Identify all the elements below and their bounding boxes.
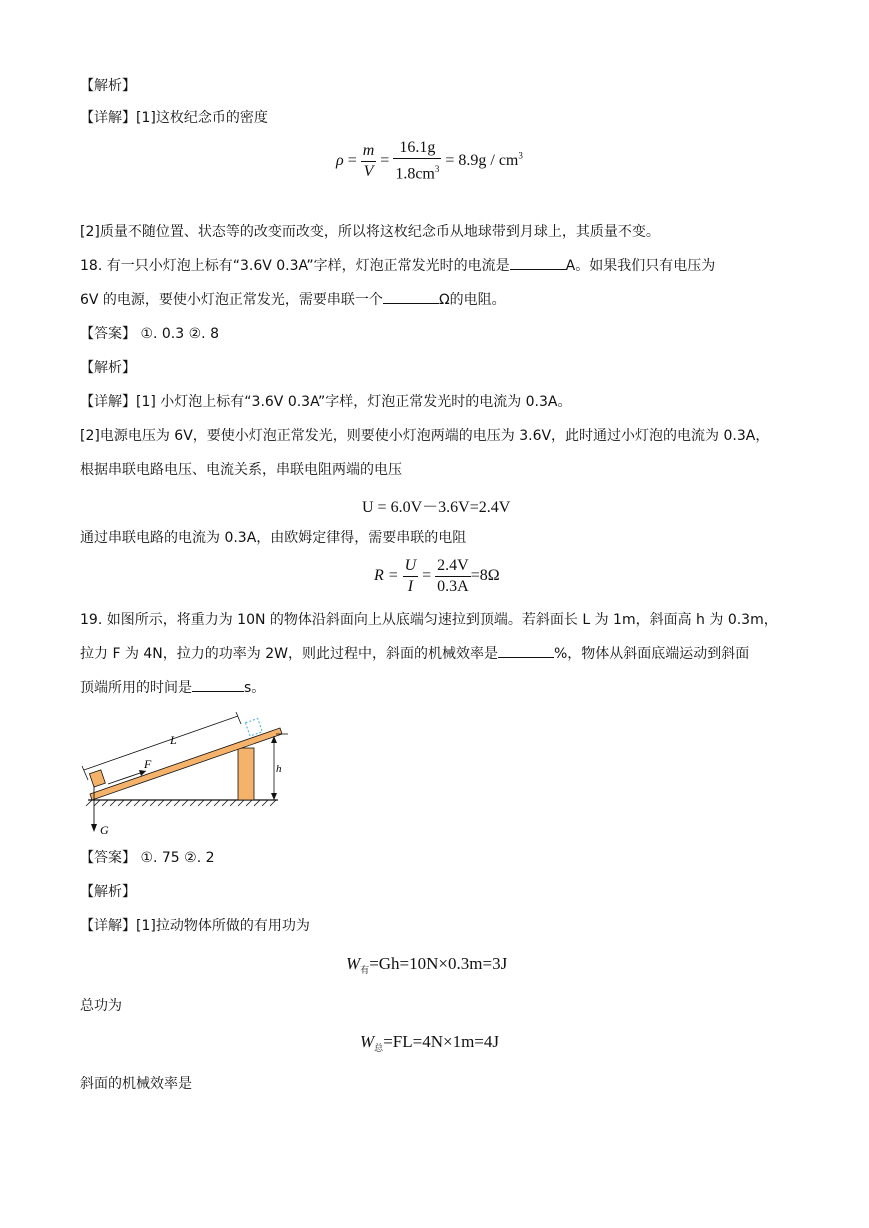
q19-text-b2: %，物体从斜面底端运动到斜面 — [553, 646, 750, 662]
w-sub-zong: 总 — [374, 1044, 384, 1054]
density-formula: ρ = $\frac{m}{V}$ = $\frac{16.1g}{1.8cm^3}$ = $8.9g / cm^3$ — [336, 139, 523, 183]
detail-18-2b: 根据串联电路电压、电流关系，串联电阻两端的电压 — [80, 462, 402, 478]
density-result: = 8.9g / cm — [445, 151, 519, 169]
incline-figure — [80, 704, 290, 840]
question-18-line2 — [80, 290, 506, 310]
block-top-dashed — [245, 719, 262, 736]
exp-3: 3 — [434, 164, 440, 174]
m-var: m — [362, 141, 375, 159]
jiexi-heading-2: 【解析】 — [80, 360, 136, 376]
jiexi-heading-3: 【解析】 — [80, 884, 136, 900]
total-work-label: 总功为 — [80, 998, 122, 1014]
i-var: I — [407, 578, 414, 595]
detail-17-2: [2]质量不随位置、状态等的改变而改变，所以将这枚纪念币从地球带到月球上，其质量不变。 — [80, 224, 660, 240]
detail-18-3: 通过串联电路的电流为 0.3A，由欧姆定律得，需要串联的电阻 — [80, 530, 467, 546]
q19-text-c2: s。 — [244, 680, 266, 696]
denominator-current: 0.3A — [437, 578, 469, 595]
detail-17-1: 【详解】[1]这枚纪念币的密度 — [80, 110, 268, 126]
numerator-voltage: 2.4V — [435, 556, 471, 577]
question-19-line3 — [80, 678, 265, 698]
fraction-u-i — [403, 556, 419, 597]
numerator-mass: 16.1g — [393, 138, 441, 159]
label-L: L — [170, 733, 177, 747]
r-var: R = — [374, 567, 399, 585]
v-var: V — [363, 162, 374, 180]
q18-text-a: 18. 有一只小灯泡上标有“3.6V 0.3A”字样，灯泡正常发光时的电流是 — [80, 258, 510, 274]
answer-18: 【答案】 ①. 0.3 ②. 8 — [80, 326, 219, 342]
w-sub-you: 有 — [360, 966, 370, 976]
rho-symbol: ρ — [336, 151, 344, 169]
q18-text-c: 6V 的电源，要使小灯泡正常发光，需要串联一个 — [80, 292, 383, 308]
detail-19-1: 【详解】[1]拉动物体所做的有用功为 — [80, 918, 310, 934]
w-var-1: W — [346, 954, 361, 973]
q18-text-d: Ω的电阻。 — [438, 292, 506, 308]
answer-blank-1 — [510, 257, 566, 270]
answer-blank-4 — [192, 679, 244, 692]
question-19-line2 — [80, 644, 749, 664]
answer-19: 【答案】 ①. 75 ②. 2 — [80, 850, 215, 866]
detail-18-1: 【详解】[1] 小灯泡上标有“3.6V 0.3A”字样，灯泡正常发光时的电流为 0.3A。 — [80, 394, 572, 410]
ground-hatching — [86, 800, 276, 806]
block-bottom — [89, 770, 105, 787]
detail-18-2a: [2]电源电压为 6V，要使小灯泡正常发光，则要使小灯泡两端的电压为 3.6V，此时通过小灯泡的电流为 0.3A， — [80, 428, 770, 444]
fraction-values — [393, 138, 441, 184]
length-dimension-line — [84, 716, 238, 770]
resistance-formula: R = $\frac{U}{I}$ = $\frac{2.4V}{0.3A}$ =8Ω — [374, 557, 500, 595]
u-var: U — [404, 557, 417, 574]
voltage-formula: U = 6.0V－3.6V=2.4V — [362, 499, 511, 516]
answer-blank-2 — [383, 291, 439, 304]
support-post — [238, 748, 254, 800]
q19-text-c1: 顶端所用的时间是 — [80, 680, 192, 696]
label-G: G — [100, 823, 109, 837]
exp-3b: 3 — [518, 150, 523, 161]
w-var-2: W — [360, 1032, 375, 1051]
efficiency-label: 斜面的机械效率是 — [80, 1076, 192, 1092]
resistance-result: =8Ω — [470, 567, 500, 585]
fraction-m-v — [361, 141, 377, 182]
q19-text-b1: 拉力 F 为 4N，拉力的功率为 2W，则此过程中，斜面的机械效率是 — [80, 646, 498, 662]
label-h: h — [276, 763, 282, 775]
answer-blank-3 — [498, 645, 554, 658]
useful-work-rest: =Gh=10N×0.3m=3J — [369, 954, 508, 973]
denominator-volume: 1.8cm — [395, 165, 435, 183]
question-18-line1 — [80, 256, 715, 276]
q18-text-b: A。如果我们只有电压为 — [565, 258, 716, 274]
total-work-rest: =FL=4N×1m=4J — [383, 1032, 499, 1051]
question-19-line1: 19. 如图所示，将重力为 10N 的物体沿斜面向上从底端匀速拉到顶端。若斜面长 L 为 1m，斜面高 h 为 0.3m， — [80, 612, 778, 628]
label-F: F — [144, 757, 152, 771]
total-work-formula — [360, 1032, 499, 1054]
useful-work-formula — [346, 954, 507, 976]
fraction-values-2 — [435, 556, 471, 597]
jiexi-heading: 【解析】 — [80, 78, 136, 94]
